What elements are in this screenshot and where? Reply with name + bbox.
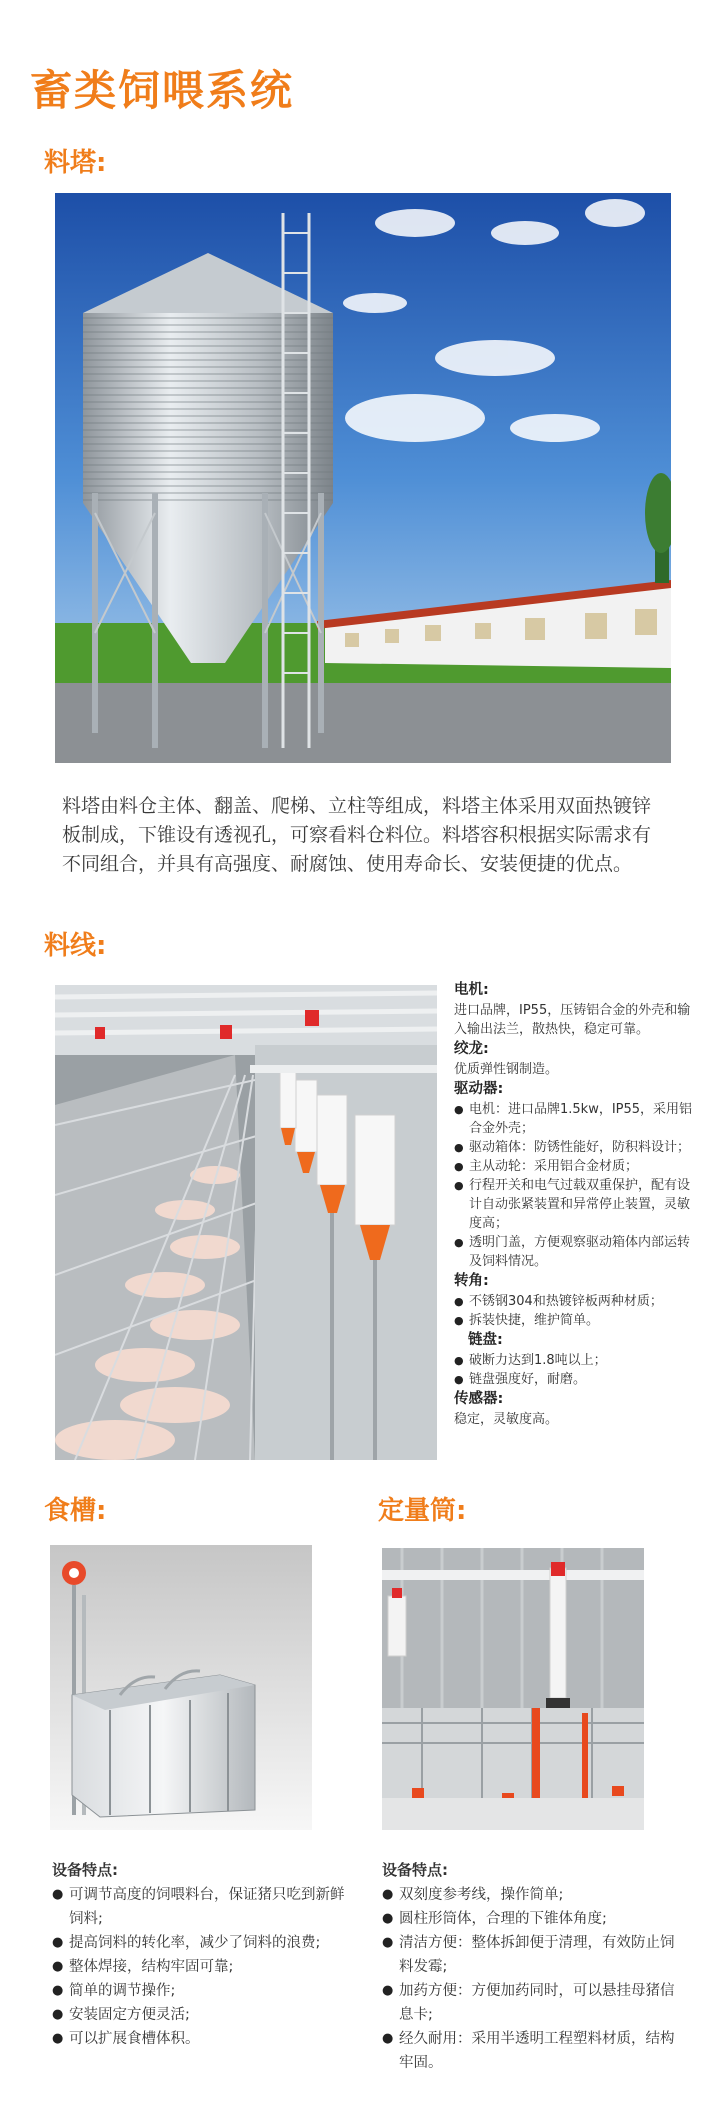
spec-drive-heading: 驱动器: xyxy=(454,1081,504,1097)
line-heading: 料线: xyxy=(44,931,107,961)
doser-feature-item: ● 圆柱形筒体，合理的下锥体角度; xyxy=(382,1907,682,1931)
spec-drive-item: ● 行程开关和电气过载双重保护，配有设计自动张紧装置和异常停止装置，灵敏度高； xyxy=(454,1176,694,1233)
doser-features xyxy=(382,1858,682,2075)
spec-motor-heading: 电机: xyxy=(454,982,489,998)
feed-line-photo xyxy=(55,985,437,1460)
trough-feature-item: ● 提高饲料的转化率，减少了饲料的浪费; xyxy=(52,1931,352,1955)
trough-feature-item: ● 可以扩展食槽体积。 xyxy=(52,2027,352,2051)
spec-chain-item: ● 破断力达到1.8吨以上； xyxy=(454,1351,694,1370)
doser-photo xyxy=(382,1548,644,1830)
tower-description: 料塔由料仓主体、翻盖、爬梯、立柱等组成，料塔主体采用双面热镀锌板制成，下锥设有透视孔，可察看料仓料位。料塔容积根据实际需求有不同组合，并具有高强度、耐腐蚀、使用寿命长、安装便捷的优点。 xyxy=(62,795,652,875)
doser-feature-item: ● 加药方便：方便加药同时，可以悬挂母猪信息卡; xyxy=(382,1979,682,2027)
doser-features-title: 设备特点: xyxy=(382,1861,448,1879)
trough-features-title: 设备特点: xyxy=(52,1861,118,1879)
spec-corner-item: ● 不锈钢304和热镀锌板两种材质； xyxy=(454,1292,694,1311)
trough-feature-item: ● 安装固定方便灵活; xyxy=(52,2003,352,2027)
trough-heading: 食槽: xyxy=(44,1496,107,1526)
spec-auger-text: 优质弹性钢制造。 xyxy=(454,1062,559,1077)
trough-feature-item: ● 整体焊接，结构牢固可靠; xyxy=(52,1955,352,1979)
trough-photo xyxy=(50,1545,312,1830)
trough-features xyxy=(52,1858,352,2051)
spec-chain-item: ● 链盘强度好，耐磨。 xyxy=(454,1370,694,1389)
trough-feature-item: ● 可调节高度的饲喂料台，保证猪只吃到新鲜饲料; xyxy=(52,1883,352,1931)
tower-heading: 料塔: xyxy=(44,148,107,178)
page-title: 畜类饲喂系统 xyxy=(30,66,295,115)
spec-corner-heading: 转角: xyxy=(454,1273,489,1289)
spec-corner-item: ● 拆装快捷，维护简单。 xyxy=(454,1311,694,1330)
spec-drive-item: ● 主从动轮：采用铝合金材质； xyxy=(454,1157,694,1176)
spec-motor-text: 进口品牌，IP55，压铸铝合金的外壳和输入输出法兰，散热快，稳定可靠。 xyxy=(454,1003,691,1037)
spec-auger-heading: 绞龙: xyxy=(454,1041,489,1057)
silo-photo xyxy=(55,193,671,763)
doser-feature-item: ● 经久耐用：采用半透明工程塑料材质，结构牢固。 xyxy=(382,2027,682,2075)
spec-chain-heading: 链盘: xyxy=(468,1332,503,1348)
doser-heading: 定量筒: xyxy=(378,1496,467,1526)
spec-drive-item: ● 电机：进口品牌1.5kw，IP55，采用铝合金外壳； xyxy=(454,1100,694,1138)
spec-drive-item: ● 驱动箱体：防锈性能好，防积料设计； xyxy=(454,1138,694,1157)
feed-line-specs xyxy=(454,980,694,1429)
doser-feature-item: ● 清洁方便：整体拆卸便于清理，有效防止饲料发霉; xyxy=(382,1931,682,1979)
spec-sensor-heading: 传感器: xyxy=(454,1391,504,1407)
spec-drive-item: ● 透明门盖，方便观察驱动箱体内部运转及饲料情况。 xyxy=(454,1233,694,1271)
doser-feature-item: ● 双刻度参考线，操作简单; xyxy=(382,1883,682,1907)
trough-feature-item: ● 简单的调节操作; xyxy=(52,1979,352,2003)
spec-sensor-text: 稳定，灵敏度高。 xyxy=(454,1412,559,1427)
